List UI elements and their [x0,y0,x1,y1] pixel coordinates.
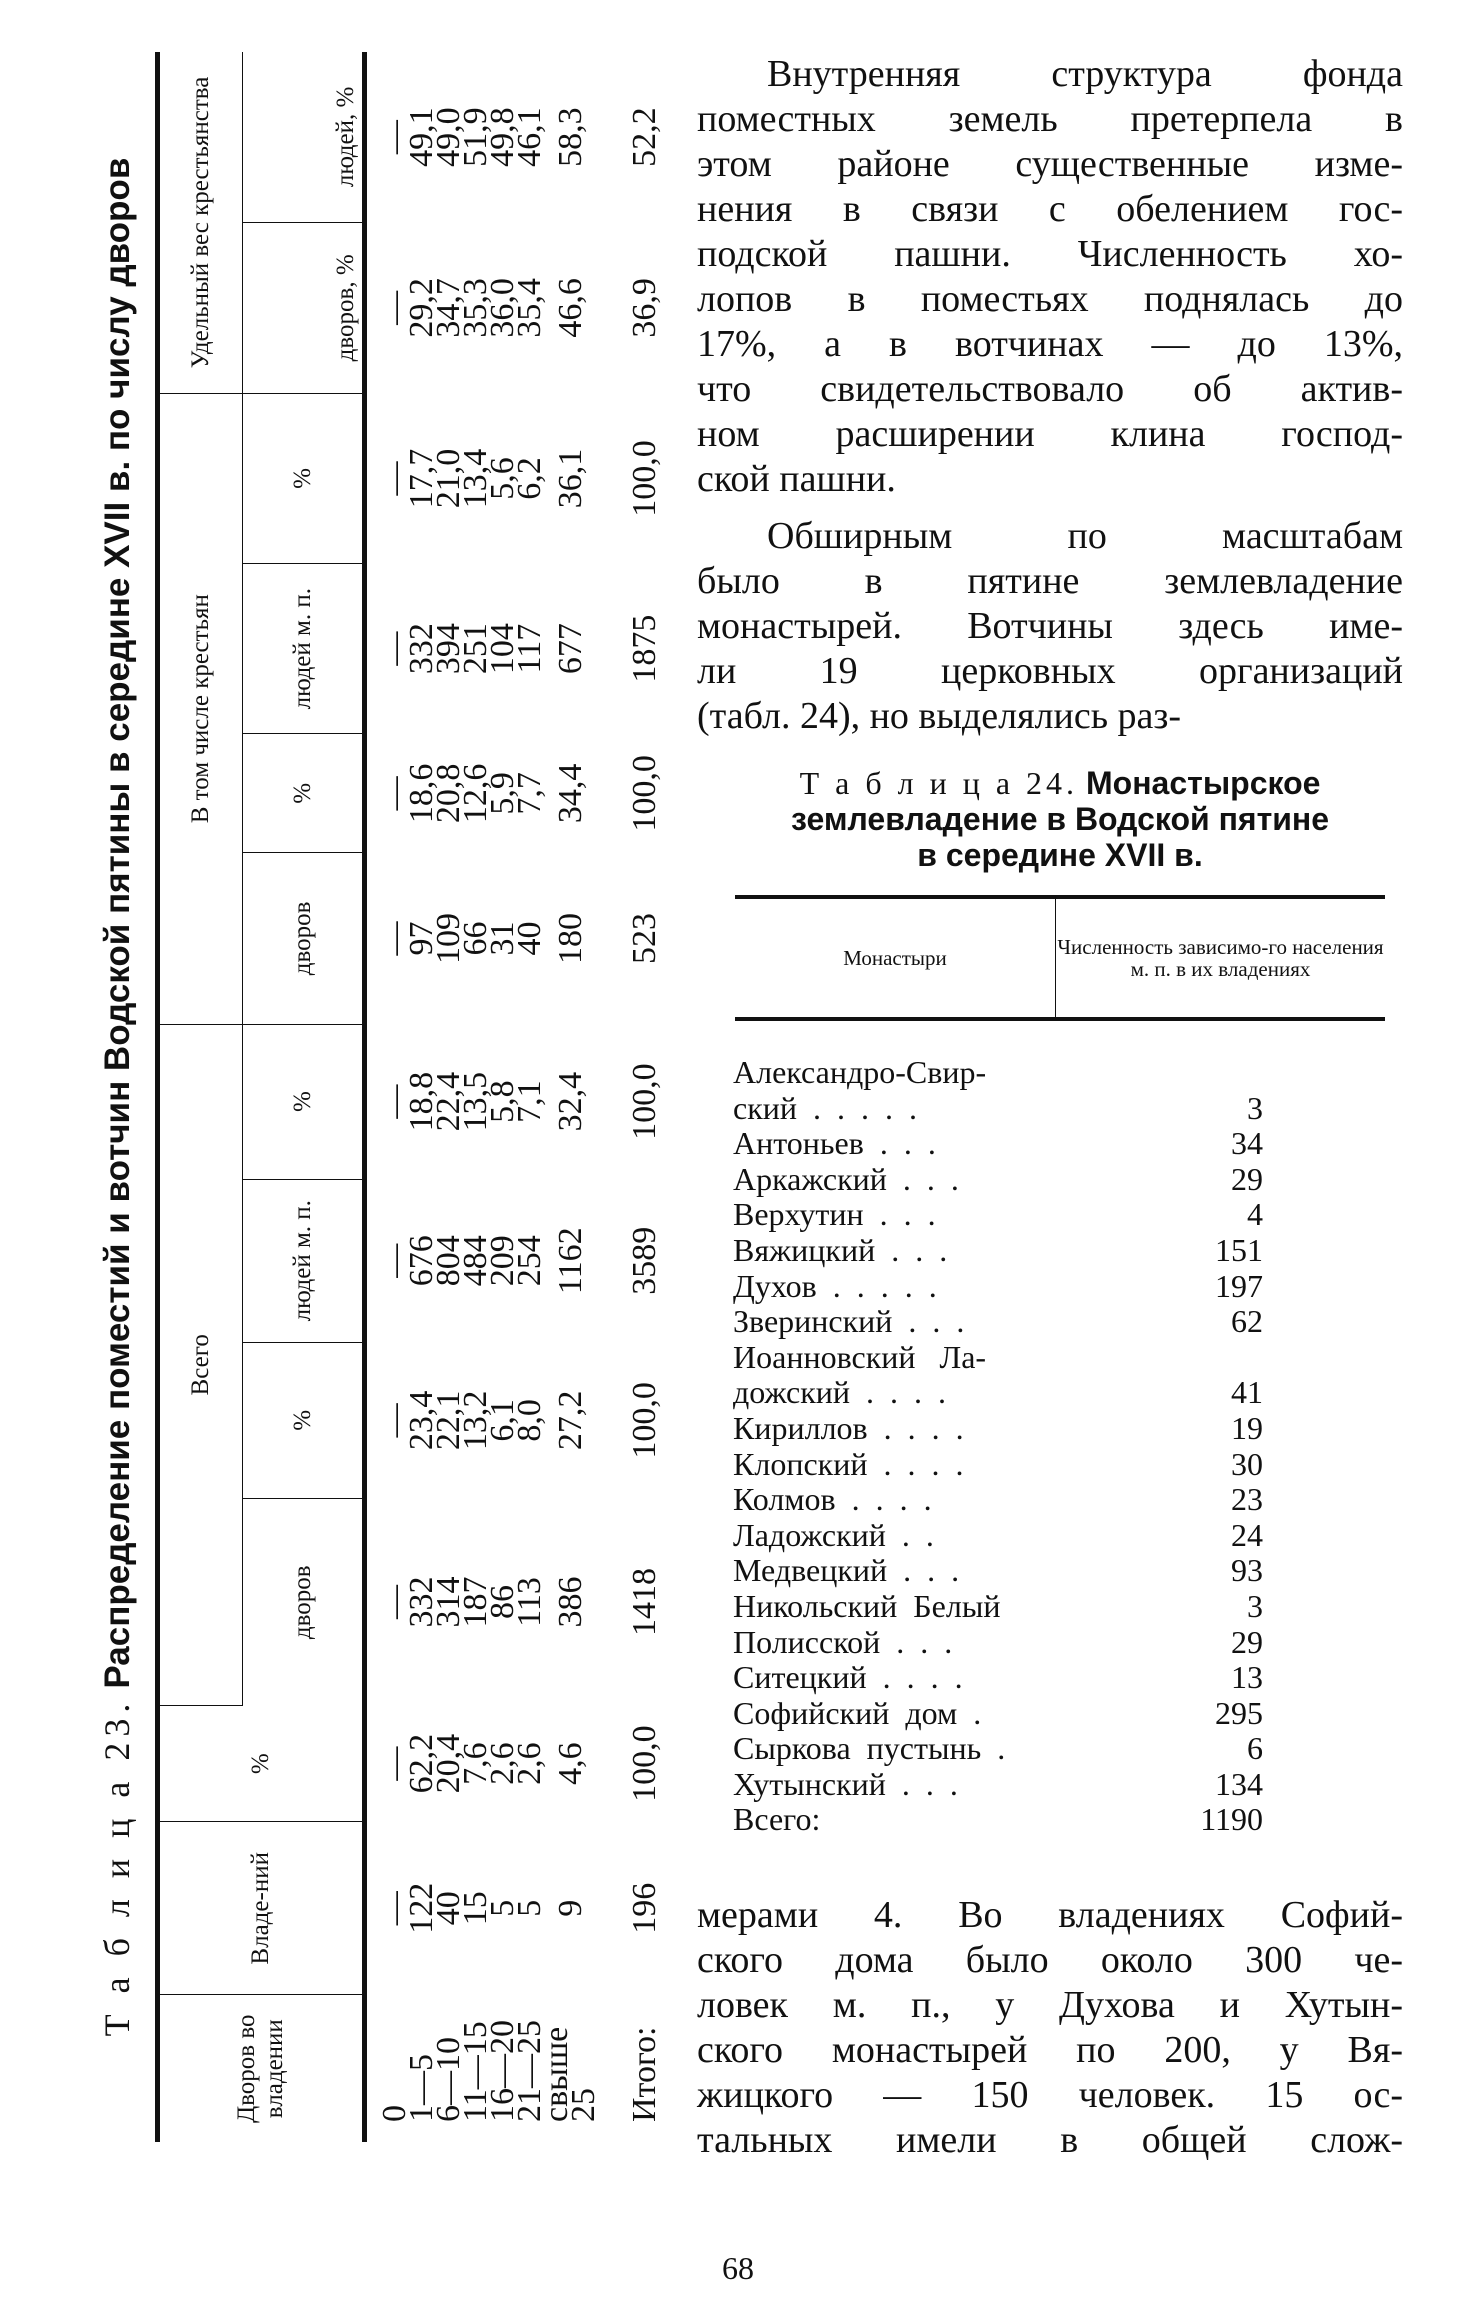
text-line: поместных земель претерпела в [697,98,1403,140]
table-cell: 34,7 [430,278,467,338]
table-cell: 254 [511,1235,548,1287]
table-cell: 314 [430,1576,467,1628]
table-cell: 332 [403,1576,440,1628]
table-cell: 20,8 [430,763,467,824]
text-line: (табл. 24), но выделялись раз- [697,695,1182,737]
monastery-name: Колмов . . . . [733,1481,932,1518]
table-cell: 5,9 [484,772,521,815]
population-value: 151 [1215,1231,1263,1268]
text-line: что свидетельствовало об актив- [697,368,1403,410]
table-24-title-3: в середине XVII в. [917,837,1203,873]
header-peasants: В том числе крестьян [158,393,243,1024]
table-cell: 86 [484,1585,521,1620]
table-row [733,1126,1263,1162]
table-cell: 5,6 [484,457,521,500]
text-line: монастырей. Вотчины здесь име- [697,605,1403,647]
table-cell: 6,2 [511,457,548,500]
table-row [733,1767,1263,1803]
table-23-title: Распределение поместий и вотчин Водской пятины в середине XVII в. по числу дворов [98,157,137,1689]
table-cell: 36,0 [484,278,521,338]
population-value: 197 [1215,1267,1263,1304]
table-cell: 104 [484,623,521,675]
table-row [733,1091,1263,1127]
table-cell: 100,0 [626,1725,663,1802]
table-cell: 12,6 [457,763,494,824]
table-row [733,1696,1263,1732]
text-line: мерами 4. Во владениях Софий- [697,1894,1403,1936]
text-line: ловек м. п., у Духова и Хутын- [697,1984,1403,2026]
table-cell: 22,4 [430,1071,467,1132]
table-cell: 5,8 [484,1080,521,1123]
monastery-name: дожский . . . . [733,1374,947,1411]
header-peasant-yards: дворов [243,853,365,1024]
table-row [733,1802,1263,1838]
table-cell: 180 [551,912,589,964]
table-cell: 7,1 [511,1080,548,1123]
text-line: нения в связи с обелением гос- [697,188,1403,230]
monastery-name: Зверинский . . . [733,1303,965,1340]
table-cell: 58,3 [551,107,589,167]
table-cell: 15 [457,1891,494,1926]
population-value [1093,1340,1263,1376]
table-cell: — [376,1084,413,1119]
monastery-name: Вяжицкий . . . [733,1231,948,1268]
table-row [733,1162,1263,1198]
table-row [733,1447,1263,1483]
table-row [733,1233,1263,1269]
table-cell: 66 [457,921,494,956]
table-cell: 804 [430,1235,467,1287]
table-cell: 49,1 [403,107,440,167]
table-24-label: Т а б л и ц а 24. [799,765,1079,801]
table-cell: — [376,290,413,325]
monastery-name: Клопский . . . . [733,1445,964,1482]
population-value: 93 [1231,1552,1263,1589]
monastery-name: Софийский дом . [733,1694,982,1731]
text-line: было в пятине землевладение [697,560,1403,602]
population-value: 4 [1247,1196,1263,1233]
table-cell: 13,2 [457,1390,494,1451]
population-value: 3 [1247,1089,1263,1126]
row-label: 1—5 [403,2054,440,2122]
page-number: 68 [722,2250,754,2286]
table-cell: — [376,631,413,666]
row-label: 11—15 [457,2021,494,2122]
table-cell: — [376,1585,413,1620]
table-cell: 332 [403,623,440,675]
header-holdings-pct: % [158,1706,365,1822]
table-cell: 4,6 [551,1742,589,1785]
table-row [733,1375,1263,1411]
population-value: 295 [1215,1694,1263,1731]
table-row [733,1197,1263,1233]
table-cell: 386 [551,1576,589,1628]
table-24-body [733,1055,1263,1838]
table-cell: 7,7 [511,772,548,815]
paragraph-3 [697,1893,1403,2163]
table-row [733,1411,1263,1447]
table-cell: 13,5 [457,1071,494,1132]
table-row [733,1482,1263,1518]
table-row [733,1589,1263,1625]
text-line: Внутренняя структура фонда [767,53,1403,95]
text-line: ном расширении клина господ- [697,413,1403,455]
table-cell: 31 [484,921,521,956]
population-value: 29 [1231,1623,1263,1660]
table-cell: 113 [511,1577,548,1627]
table-cell: — [376,1891,413,1926]
table-cell: 35,3 [457,278,494,338]
table-cell: 251 [457,623,494,675]
paragraph-1 [697,52,1403,502]
text-line: подской пашни. Численность хо- [697,233,1403,275]
table-cell: 52,2 [626,107,663,167]
table-cell: 394 [430,623,467,675]
header-holdings: Владе-ний [158,1822,365,1995]
population-value: 30 [1231,1445,1263,1482]
table-row [733,1660,1263,1696]
table-cell: 5 [511,1899,548,1917]
table-row [733,1518,1263,1554]
table-cell: — [376,1403,413,1438]
table-cell: 484 [457,1235,494,1287]
population-value [1093,1055,1263,1091]
text-line: этом районе существенные изме- [697,143,1403,185]
table-cell: 1418 [626,1568,663,1637]
monastery-name: Духов . . . . . [733,1267,937,1304]
table-cell: 49,0 [430,107,467,167]
monastery-name: Никольский Белый [733,1587,1001,1624]
table-24-header [735,895,1385,1021]
table-cell: 22,1 [430,1390,467,1451]
table-cell: 97 [403,921,440,956]
table-cell: 100,0 [626,1382,663,1459]
text-line: 17%, а в вотчинах — до 13%, [697,323,1403,365]
table-cell: 187 [457,1576,494,1628]
table-cell: 100,0 [626,1063,663,1140]
row-label: 21—25 [511,2020,548,2122]
table-cell: — [376,1243,413,1278]
table-cell: 40 [511,921,548,956]
monastery-name: Сыркова пустынь . [733,1730,1006,1767]
monastery-name: Всего: [733,1801,821,1838]
population-value: 29 [1231,1160,1263,1197]
header-population: Численность зависимо-го населения м. п. в их владениях [1057,935,1384,981]
table-cell: 2,6 [484,1742,521,1785]
population-value: 3 [1247,1587,1263,1624]
table-cell: 23,4 [403,1390,440,1451]
header-share-yards: дворов, % [243,222,365,393]
table-cell: 34,4 [551,763,589,824]
table-23-body [365,52,663,2142]
table-cell: 677 [551,623,589,675]
table-23-label: Т а б л и ц а 23. [97,1697,137,2037]
table-cell: — [376,120,413,155]
table-cell: 46,1 [511,107,548,167]
table-cell: 18,8 [403,1071,440,1132]
table-23 [80,52,700,2142]
monastery-name: Ладожский . . [733,1516,934,1553]
table-cell: 20,4 [430,1733,467,1794]
table-row [733,1731,1263,1767]
row-label: 0 [376,2105,413,2122]
table-24-caption [730,765,1390,873]
table-row [733,1055,1263,1091]
table-cell: — [376,776,413,811]
table-cell: 51,9 [457,107,494,167]
table-cell: 49,8 [484,107,521,167]
text-line: тальных имели в общей слож- [697,2119,1403,2161]
table-23-caption [80,52,155,2142]
table-cell: 109 [430,912,467,964]
table-cell: 5 [484,1899,521,1917]
table-23-grid [155,52,663,2142]
table-cell: 117 [511,623,548,674]
table-cell: 676 [403,1235,440,1287]
table-cell: 100,0 [626,755,663,832]
table-cell: 1162 [551,1227,589,1295]
paragraph-2 [697,514,1403,739]
table-cell: 35,4 [511,278,548,338]
monastery-name: Антоньев . . . [733,1125,936,1162]
table-cell: 18,6 [403,763,440,824]
row-label: Итого: [626,2026,663,2122]
population-value: 62 [1231,1303,1263,1340]
text-line: лопов в поместьях поднялась до [697,278,1403,320]
table-row [543,52,597,2142]
header-peasant-people-pct: % [243,393,365,563]
table-cell: 9 [551,1899,589,1917]
table-cell: 1875 [626,614,663,683]
table-row [365,52,409,2142]
row-label: свыше 25 [538,2026,602,2122]
table-row [733,1625,1263,1661]
table-cell: 21,0 [430,448,467,509]
monastery-name: Аркажский . . . [733,1160,959,1197]
header-total-yards-pct: % [243,1342,365,1498]
text-line: ского монастырей по 200, у Вя- [697,2029,1403,2071]
table-cell: 46,6 [551,278,589,338]
header-total: Всего [158,1024,243,1706]
header-total-yards: дворов [288,1565,316,1640]
table-row [733,1304,1263,1340]
table-cell: 122 [403,1882,440,1934]
text-line: ской пашни. [697,458,896,500]
population-value: 23 [1231,1481,1263,1518]
monastery-name: Верхутин . . . [733,1196,936,1233]
table-cell: 523 [626,912,663,964]
header-total-people: людей м. п. [243,1179,365,1342]
population-value: 24 [1231,1516,1263,1553]
table-cell: 62,2 [403,1733,440,1794]
table-cell: — [376,921,413,956]
body-text-top [697,52,1403,739]
table-cell: 29,2 [403,278,440,338]
monastery-name: Иоанновский Ла- [733,1338,987,1375]
population-value: 13 [1231,1659,1263,1696]
population-value: 1190 [1200,1801,1263,1838]
table-cell: 13,4 [457,448,494,509]
table-24-title-1: Монастырское [1086,765,1321,801]
row-label: 6—10 [430,2037,467,2122]
monastery-name: ский . . . . . [733,1089,917,1126]
table-row [733,1340,1263,1376]
table-row [733,1553,1263,1589]
table-cell: 8,0 [511,1399,548,1442]
header-share-people: людей, % [243,52,365,222]
total-row [597,52,658,2142]
header-yards-per-holding: Дворов во владении [158,1995,365,2142]
table-cell: 40 [430,1891,467,1926]
table-row [516,52,543,2142]
row-label: 16—20 [484,2020,521,2122]
table-cell: 6,1 [484,1399,521,1442]
table-cell: 27,2 [551,1390,589,1451]
text-line: Обширным по масштабам [767,515,1403,557]
population-value: 134 [1215,1765,1263,1802]
population-value: 34 [1231,1125,1263,1162]
table-cell: 32,4 [551,1071,589,1132]
table-cell: 2,6 [511,1742,548,1785]
table-cell: 7,6 [457,1742,494,1785]
table-cell: 36,9 [626,278,663,338]
monastery-name: Хутынский . . . [733,1765,958,1802]
monastery-name: Полисской . . . [733,1623,953,1660]
monastery-name: Ситецкий . . . . [733,1659,963,1696]
table-cell: — [376,461,413,496]
table-cell: 17,7 [403,448,440,509]
table-cell: 36,1 [551,448,589,509]
monastery-name: Медвецкий . . . [733,1552,960,1589]
table-cell: 196 [626,1882,663,1934]
population-value: 6 [1247,1730,1263,1767]
header-peasant-people: людей м. п. [243,564,365,734]
monastery-name: Кириллов . . . . [733,1409,964,1446]
population-value: 19 [1231,1409,1263,1446]
table-24-title-2: землевладение в Водской пятине [790,801,1330,837]
population-value: 41 [1231,1374,1263,1411]
header-peasant-yards-pct: % [243,734,365,853]
table-cell: 209 [484,1235,521,1287]
table-cell: 100,0 [626,440,663,517]
text-line: ли 19 церковных организаций [697,650,1403,692]
text-line: ского дома было около 300 че- [697,1939,1403,1981]
table-row [733,1269,1263,1305]
header-total-people-pct: % [243,1024,365,1179]
header-monasteries: Монастыри [735,899,1056,1017]
table-cell: 3589 [626,1226,663,1295]
table-cell: — [376,1746,413,1781]
monastery-name: Александро-Свир- [733,1054,987,1090]
header-share: Удельный вес крестьянства [158,52,243,393]
text-line: жицкого — 150 человек. 15 ос- [697,2074,1403,2116]
